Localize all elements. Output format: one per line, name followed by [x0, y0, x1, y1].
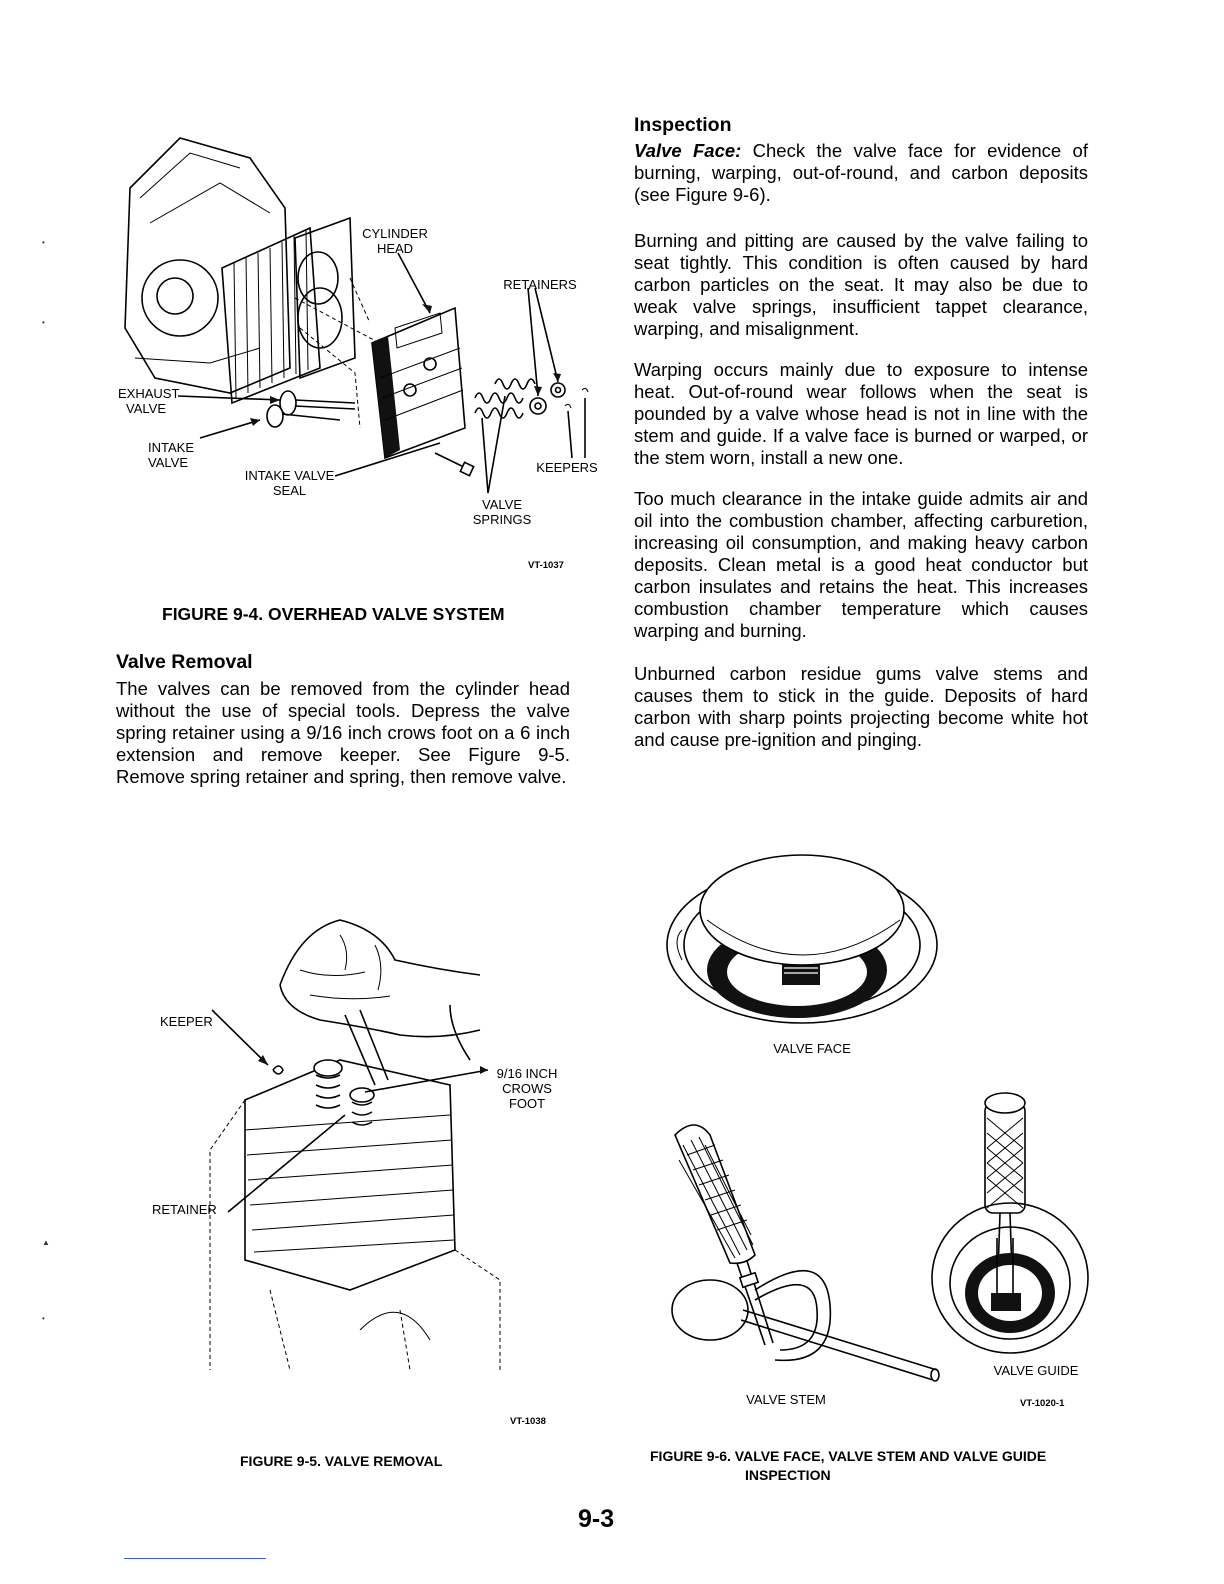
label-intake-valve-seal: INTAKE VALVE SEAL — [244, 468, 335, 498]
valve-face-text: Check the valve face for evidence of burning, warping, out-of-round, and carbon deposits (see Figure 9-6). — [634, 140, 1088, 205]
figure-code: VT-1037 — [528, 560, 564, 571]
figure-caption: FIGURE 9-6. VALVE FACE, VALVE STEM AND VALVE GUIDE — [650, 1448, 1047, 1464]
burning-paragraph: Burning and pitting are caused by the valve failing to seat tightly. This condition is often caused by hard carbon particles on the seat. It may also be due to weak valve springs, insufficient tappet clearance, warping, and misalignment. — [634, 230, 1088, 339]
label-keepers: KEEPERS — [536, 460, 598, 475]
valve-part — [672, 1280, 939, 1381]
engine-block-drawing — [210, 1060, 500, 1370]
valve-stem-illustration — [665, 1115, 955, 1385]
label-valve-stem: VALVE STEM — [746, 1392, 826, 1407]
margin-mark: ▲ — [42, 1238, 50, 1247]
label-intake-valve: INTAKE VALVE — [148, 440, 194, 470]
figure-caption: FIGURE 9-5. VALVE REMOVAL — [240, 1453, 443, 1469]
footnote-rule — [124, 1558, 266, 1559]
clearance-paragraph: Too much clearance in the intake guide admits air and oil into the combustion chamber, affecting carburetion, increasing oil consumption, and making heavy carbon deposits. Clean metal is a good heat conductor but carbon insulates and retains the heat. This increases combustion chamber temperature which causes warping and burning. — [634, 488, 1088, 641]
section-heading-valve-removal: Valve Removal — [116, 651, 253, 673]
label-cylinder-head: CYLINDER HEAD — [362, 226, 428, 256]
label-valve-springs: VALVE SPRINGS — [472, 497, 532, 527]
label-crows-foot: 9/16 INCH CROWS FOOT — [496, 1066, 558, 1111]
label-exhaust-valve: EXHAUST VALVE — [118, 386, 180, 416]
cylinder-head-part — [372, 308, 465, 458]
valve-face-illustration — [662, 840, 942, 1040]
label-valve-guide: VALVE GUIDE — [993, 1363, 1079, 1378]
figure-caption-line-2: INSPECTION — [745, 1467, 831, 1483]
figure-code: VT-1038 — [510, 1416, 546, 1427]
figure-caption: FIGURE 9-4. OVERHEAD VALVE SYSTEM — [162, 604, 505, 624]
margin-mark: • — [42, 1314, 45, 1323]
hand-drawing — [280, 920, 480, 1060]
label-valve-face: VALVE FACE — [773, 1041, 851, 1056]
exhaust-valve-part — [280, 391, 355, 415]
valve-removal-paragraph: The valves can be removed from the cylinder head without the use of special tools. Depress the valve spring retainer using a 9/16 inch crows foot on a 6 inch extension and remove keeper. See Figure 9-5. Remove spring retainer and spring, then remove valve. — [116, 678, 570, 787]
section-heading-inspection: Inspection — [634, 114, 732, 136]
valve-guide-illustration — [925, 1088, 1100, 1368]
label-retainers: RETAINERS — [503, 277, 577, 292]
valve-removal-illustration — [150, 910, 570, 1380]
label-retainer: RETAINER — [152, 1202, 217, 1217]
label-keeper: KEEPER — [160, 1014, 213, 1029]
valve-face-lead: Valve Face: — [634, 140, 742, 161]
page-number: 9-3 — [578, 1505, 615, 1533]
margin-mark: • — [42, 318, 45, 327]
figure-code: VT-1020-1 — [1020, 1398, 1065, 1409]
carbon-paragraph: Unburned carbon residue gums valve stems and causes them to stick in the guide. Deposits of hard carbon with sharp points projecting become white hot and cause pre-ignition and pinging. — [634, 663, 1088, 750]
valve-face-paragraph — [634, 140, 1088, 206]
warping-paragraph: Warping occurs mainly due to exposure to intense heat. Out-of-round wear follows when the seat is pounded by a valve whose head is not in line with the stem and guide. If a valve face is burned or warped, or the stem worn, install a new one. — [634, 359, 1088, 468]
margin-mark: • — [42, 238, 45, 247]
